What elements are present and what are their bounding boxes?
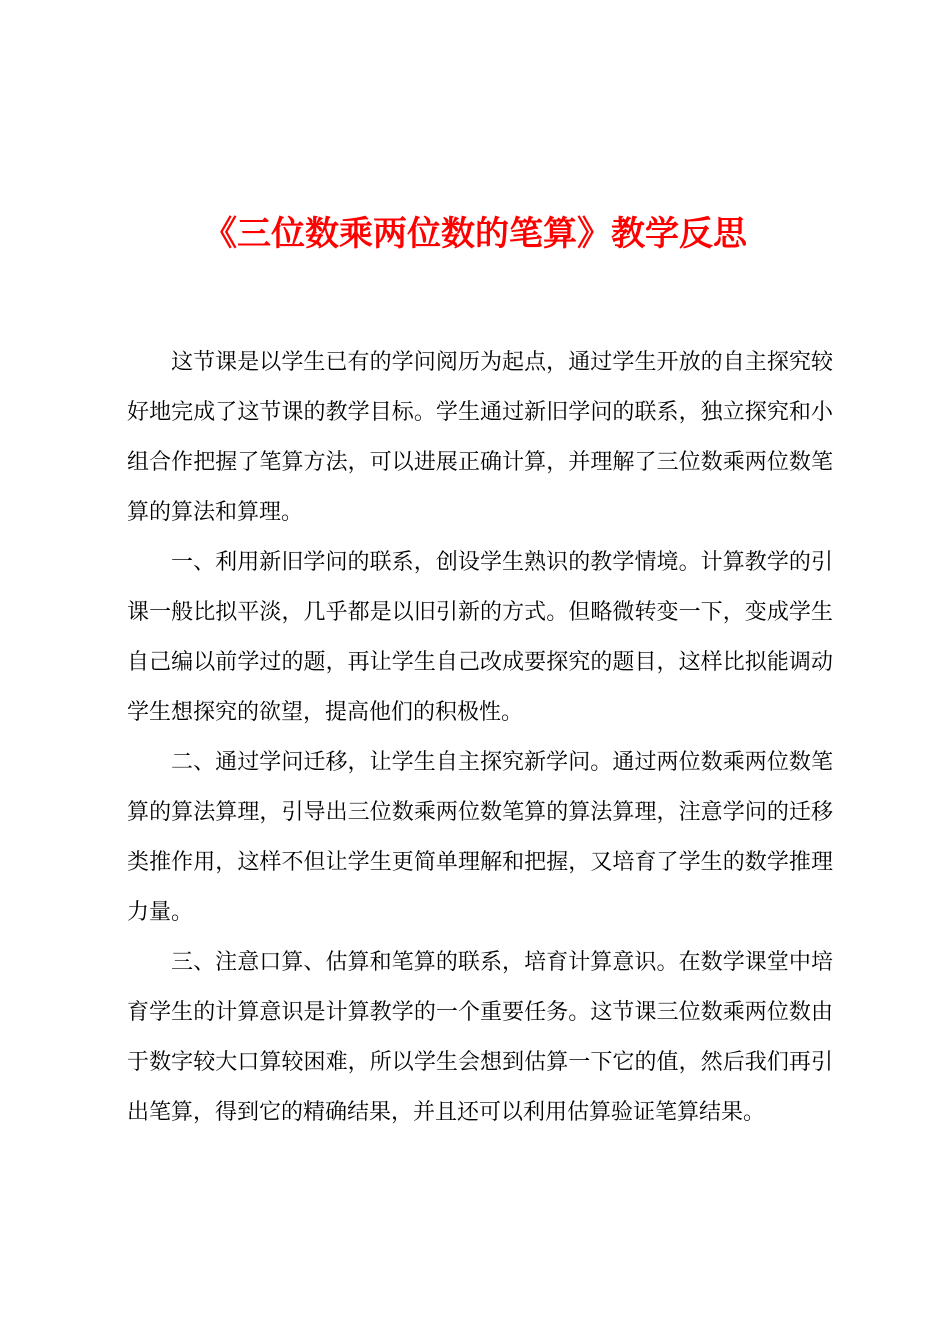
page-title: 《三位数乘两位数的笔算》教学反思 bbox=[203, 214, 747, 254]
paragraph-point-one: 一、利用新旧学问的联系，创设学生熟识的教学情境。计算教学的引课一般比拟平淡，几乎都是以旧引新的方式。但略微转变一下，变成学生自己编以前学过的题，再让学生自己改成要探究的题目，这样比拟能调动学生想探究的欲望，提高他们的积极性。 bbox=[127, 550, 833, 725]
paragraph-point-two: 二、通过学问迁移，让学生自主探究新学问。通过两位数乘两位数笔算的算法算理，引导出三位数乘两位数笔算的算法算理，注意学问的迁移类推作用，这样不但让学生更简单理解和把握，又培育了学生的数学推理力量。 bbox=[127, 750, 833, 925]
paragraph-intro: 这节课是以学生已有的学问阅历为起点，通过学生开放的自主探究较好地完成了这节课的教学目标。学生通过新旧学问的联系，独立探究和小组合作把握了笔算方法，可以进展正确计算，并理解了三位数乘两位数笔算的算法和算理。 bbox=[127, 350, 833, 525]
paragraph-point-three: 三、注意口算、估算和笔算的联系，培育计算意识。在数学课堂中培育学生的计算意识是计算教学的一个重要任务。这节课三位数乘两位数由于数字较大口算较困难，所以学生会想到估算一下它的值，然后我们再引出笔算，得到它的精确结果，并且还可以利用估算验证笔算结果。 bbox=[127, 950, 833, 1125]
document-body bbox=[127, 338, 833, 1138]
